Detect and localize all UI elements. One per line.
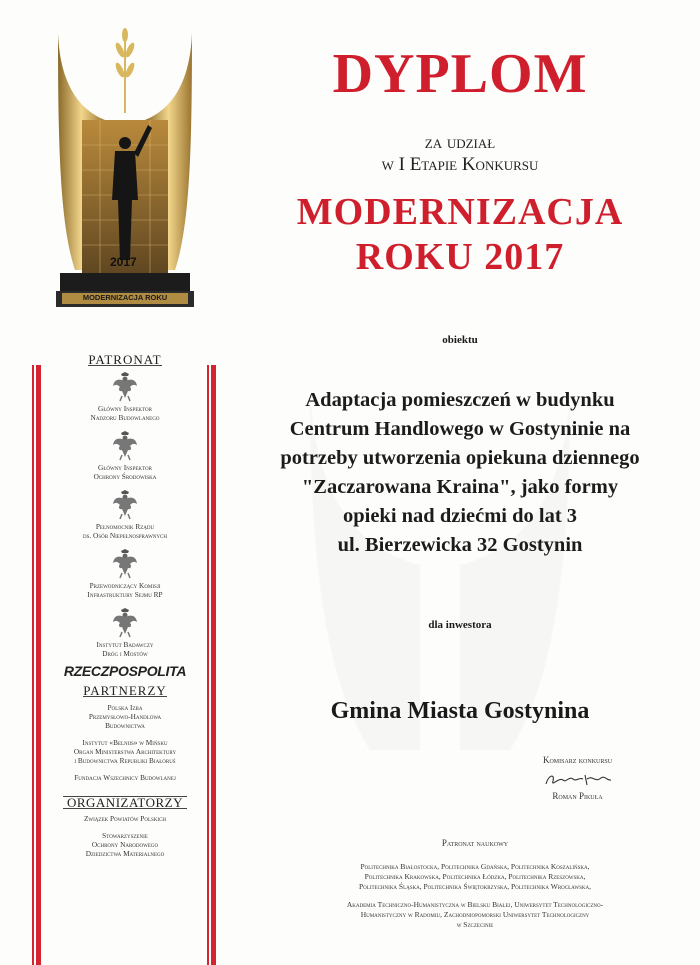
trophy-plaque: MODERNIZACJA ROKU: [82, 293, 168, 302]
patron-item: [40, 608, 210, 658]
scientific-line: Politechnika Białostocka, Politechnika Gdańska, Politechnika Koszalińska,: [360, 862, 590, 871]
signature-image: [543, 771, 613, 789]
scientific-heading: Patronat naukowy: [441, 838, 509, 848]
object-line: opieki nad dziećmi do lat 3: [342, 505, 578, 527]
diploma-subtitle: [290, 132, 630, 176]
eagle-emblem-icon: [112, 431, 138, 461]
scientific-line: Akademia Techniczno-Humanistyczna w Bielsku Białej, Uniwersytet Technologiczno-: [346, 900, 604, 909]
organizer-line: Dziedzictwa Materialnego: [85, 849, 165, 858]
partner-line: i Budownictwa Republiki Białoruś: [74, 756, 176, 765]
organizer-item: [40, 831, 210, 858]
object-line: ul. Bierzewicka 32 Gostynin: [337, 534, 583, 556]
scientific-list-1: [250, 862, 700, 892]
partnerzy-heading: PARTNERZY: [83, 683, 167, 698]
patron-item: [40, 372, 210, 422]
object-description: [225, 386, 695, 560]
partner-item: [40, 738, 210, 765]
patron-line: Pełnomocnik Rządu: [95, 522, 155, 531]
sponsors-column: [40, 352, 210, 866]
subtitle-line-1: za udział: [424, 132, 496, 153]
patron-line: Dróg i Mostów: [102, 649, 148, 658]
partner-line: Polska Izba: [107, 703, 143, 712]
contest-line-2: ROKU 2017: [355, 236, 565, 278]
object-label: obiektu: [442, 334, 478, 346]
eagle-emblem-icon: [112, 608, 138, 638]
trophy-year: 2017: [110, 255, 137, 269]
patron-list: [40, 372, 210, 658]
organizer-list: [40, 814, 210, 858]
patron-line: Ochrony Środowiska: [93, 472, 157, 481]
organizatorzy-heading: ORGANIZATORZY: [63, 796, 187, 809]
patron-line: ds. Osób Niepełnosprawnych: [83, 531, 167, 540]
partner-line: Przemysłowo-Handlowa: [88, 712, 162, 721]
partner-list: [40, 703, 210, 782]
patron-line: Infrastruktury Sejmu RP: [87, 590, 163, 599]
partner-line: Organ Ministerstwa Architektury: [73, 747, 177, 756]
object-line: Centrum Handlowego w Gostyninie na: [289, 418, 631, 440]
organizer-line: Ochrony Narodowego: [91, 840, 159, 849]
object-line: potrzeby utworzenia opiekuna dziennego: [280, 447, 640, 469]
patron-line: Przewodniczący Komisji: [89, 581, 161, 590]
commissioner-name: Roman Pikuła: [552, 791, 603, 801]
patron-line: Główny Inspektor: [98, 404, 152, 413]
scientific-line: Politechnika Krakowska, Politechnika Łódzka, Politechnika Rzeszowska,: [364, 872, 586, 881]
partner-line: Instytut «Belniis» w Mińsku: [82, 738, 168, 747]
scientific-line: Humanistyczny w Radomiu, Zachodniopomorski Uniwersytet Technologiczny: [360, 910, 590, 919]
scientific-line: w Szczecinie: [456, 920, 494, 929]
object-line: Adaptacja pomieszczeń w budynku: [305, 389, 615, 411]
patron-item: [40, 549, 210, 599]
eagle-emblem-icon: [112, 490, 138, 520]
organizer-line: Stowarzyszenie: [102, 831, 148, 840]
organizer-item: [40, 814, 210, 823]
patronat-heading: PATRONAT: [88, 352, 162, 367]
partner-item: [40, 703, 210, 730]
subtitle-line-2: w I Etapie Konkursu: [381, 154, 539, 175]
eagle-emblem-icon: [112, 372, 138, 402]
patron-line: Instytut Badawczy: [96, 640, 154, 649]
partner-item: [40, 773, 210, 782]
commissioner-title: Komisarz konkursu: [542, 755, 613, 765]
contest-name: [240, 190, 680, 280]
rzeczpospolita-logo: RZECZPOSPOLITA: [63, 663, 187, 679]
patron-line: Główny Inspektor: [98, 463, 152, 472]
partner-line: Fundacja Wszechnicy Budowlanej: [74, 773, 176, 782]
eagle-emblem-icon: [112, 549, 138, 579]
diploma-title: DYPLOM: [332, 43, 588, 105]
object-line: "Zaczarowana Kraina", jako formy: [301, 476, 619, 498]
scientific-line: Politechnika Śląska, Politechnika Świętokrzyska, Politechnika Wrocławska,: [358, 882, 591, 891]
patron-line: Nadzoru Budowlanego: [90, 413, 160, 422]
organizer-line: Związek Powiatów Polskich: [83, 814, 167, 823]
partner-line: Budownictwa: [105, 721, 145, 730]
patron-item: [40, 490, 210, 540]
scientific-list-2: [250, 900, 700, 930]
contest-line-1: MODERNIZACJA: [296, 191, 624, 233]
scientific-patronage: [250, 838, 700, 930]
patron-item: [40, 431, 210, 481]
commissioner-block: [500, 755, 655, 801]
investor-name: Gmina Miasta Gostynina: [330, 698, 590, 724]
investor-label: dla inwestora: [428, 619, 492, 631]
